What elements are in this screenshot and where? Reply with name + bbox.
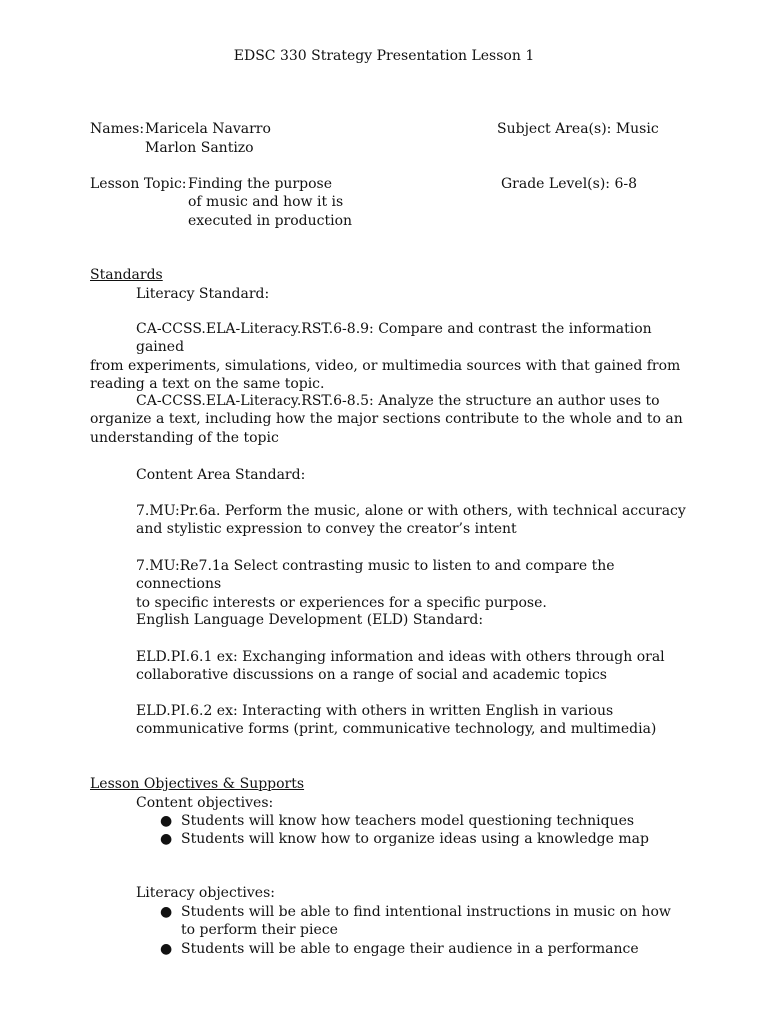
eld-standard-heading: English Language Development (ELD) Standard: — [136, 612, 484, 628]
objectives-heading: Lesson Objectives & Supports — [90, 776, 305, 792]
objective-text: Students will be able to engage their audience in a performance — [181, 940, 639, 957]
standard-line: reading a text on the same topic. — [90, 375, 325, 392]
standard-line: ELD.PI.6.2 ex: Interacting with others in written English in various — [136, 703, 614, 719]
list-item — [136, 812, 696, 830]
list-item — [136, 903, 681, 940]
standard-line: CA-CCSS.ELA-Literacy.RST.6-8.5: Analyze the structure an author uses to — [136, 393, 660, 409]
objective-text: Students will be able to find intentional instructions in music on how to perform their piece — [181, 904, 671, 939]
literacy-standard-rst-6-8-9 — [90, 320, 690, 393]
standard-line: 7.MU:Re7.1a Select contrasting music to listen to and compare the connections — [136, 558, 615, 593]
topic-line-3: executed in production — [188, 213, 353, 229]
content-objectives-heading: Content objectives: — [136, 795, 274, 811]
topic-label: Lesson Topic: — [90, 176, 187, 192]
objective-text: Students will know how teachers model questioning techniques — [181, 813, 635, 829]
literacy-standard-rst-6-8-5 — [90, 392, 690, 447]
bullet-icon: ● — [160, 831, 173, 848]
content-standard-re7-1a — [136, 557, 696, 612]
subject-label: Subject Area(s): — [497, 121, 612, 137]
standard-line: collaborative discussions on a range of social and academic topics — [136, 667, 607, 684]
names-label: Names: — [90, 121, 145, 137]
subject-value: Music — [615, 121, 659, 137]
standard-line: and stylistic expression to convey the creator’s intent — [136, 521, 517, 538]
standard-line: ELD.PI.6.1 ex: Exchanging information and ideas with others through oral — [136, 649, 665, 665]
bullet-icon: ● — [160, 904, 173, 920]
bullet-icon: ● — [160, 813, 173, 829]
eld-standard-pi-6-1 — [136, 648, 696, 685]
objective-text: Students will know how to organize ideas using a knowledge map — [181, 831, 649, 848]
grade-value: 6-8 — [614, 176, 637, 192]
document-title: EDSC 330 Strategy Presentation Lesson 1 — [233, 48, 535, 64]
name-2: Marlon Santizo — [145, 140, 254, 156]
standard-line: 7.MU:Pr.6a. Perform the music, alone or with others, with technical accuracy — [136, 503, 686, 519]
topic-line-2: of music and how it is — [188, 194, 344, 210]
standard-line: from experiments, simulations, video, or multimedia sources with that gained from — [90, 357, 681, 374]
standard-line: communicative forms (print, communicative technology, and multimedia) — [136, 721, 657, 738]
literacy-objectives-list — [136, 903, 681, 958]
standard-line: organize a text, including how the major sections contribute to the whole and to an — [90, 411, 683, 428]
name-1: Maricela Navarro — [145, 121, 271, 137]
content-standard-pr-6a — [136, 502, 696, 539]
subject-area — [497, 120, 659, 138]
eld-standard-pi-6-2 — [136, 702, 696, 739]
grade-level — [501, 175, 637, 193]
content-objectives-list — [136, 812, 696, 849]
literacy-standard-heading: Literacy Standard: — [136, 286, 270, 302]
list-item — [136, 940, 681, 958]
standard-line: CA-CCSS.ELA-Literacy.RST.6-8.9: Compare and contrast the information gained — [136, 321, 652, 356]
grade-label: Grade Level(s): — [501, 176, 610, 192]
content-standard-heading: Content Area Standard: — [136, 467, 306, 483]
standard-line: to specific interests or experiences for a specific purpose. — [136, 594, 547, 611]
bullet-icon: ● — [160, 940, 173, 957]
literacy-objectives-heading: Literacy objectives: — [136, 885, 275, 901]
standard-line: understanding of the topic — [90, 429, 279, 446]
list-item — [136, 830, 696, 848]
topic-line-1: Finding the purpose — [188, 176, 332, 192]
standards-heading: Standards — [90, 267, 163, 283]
